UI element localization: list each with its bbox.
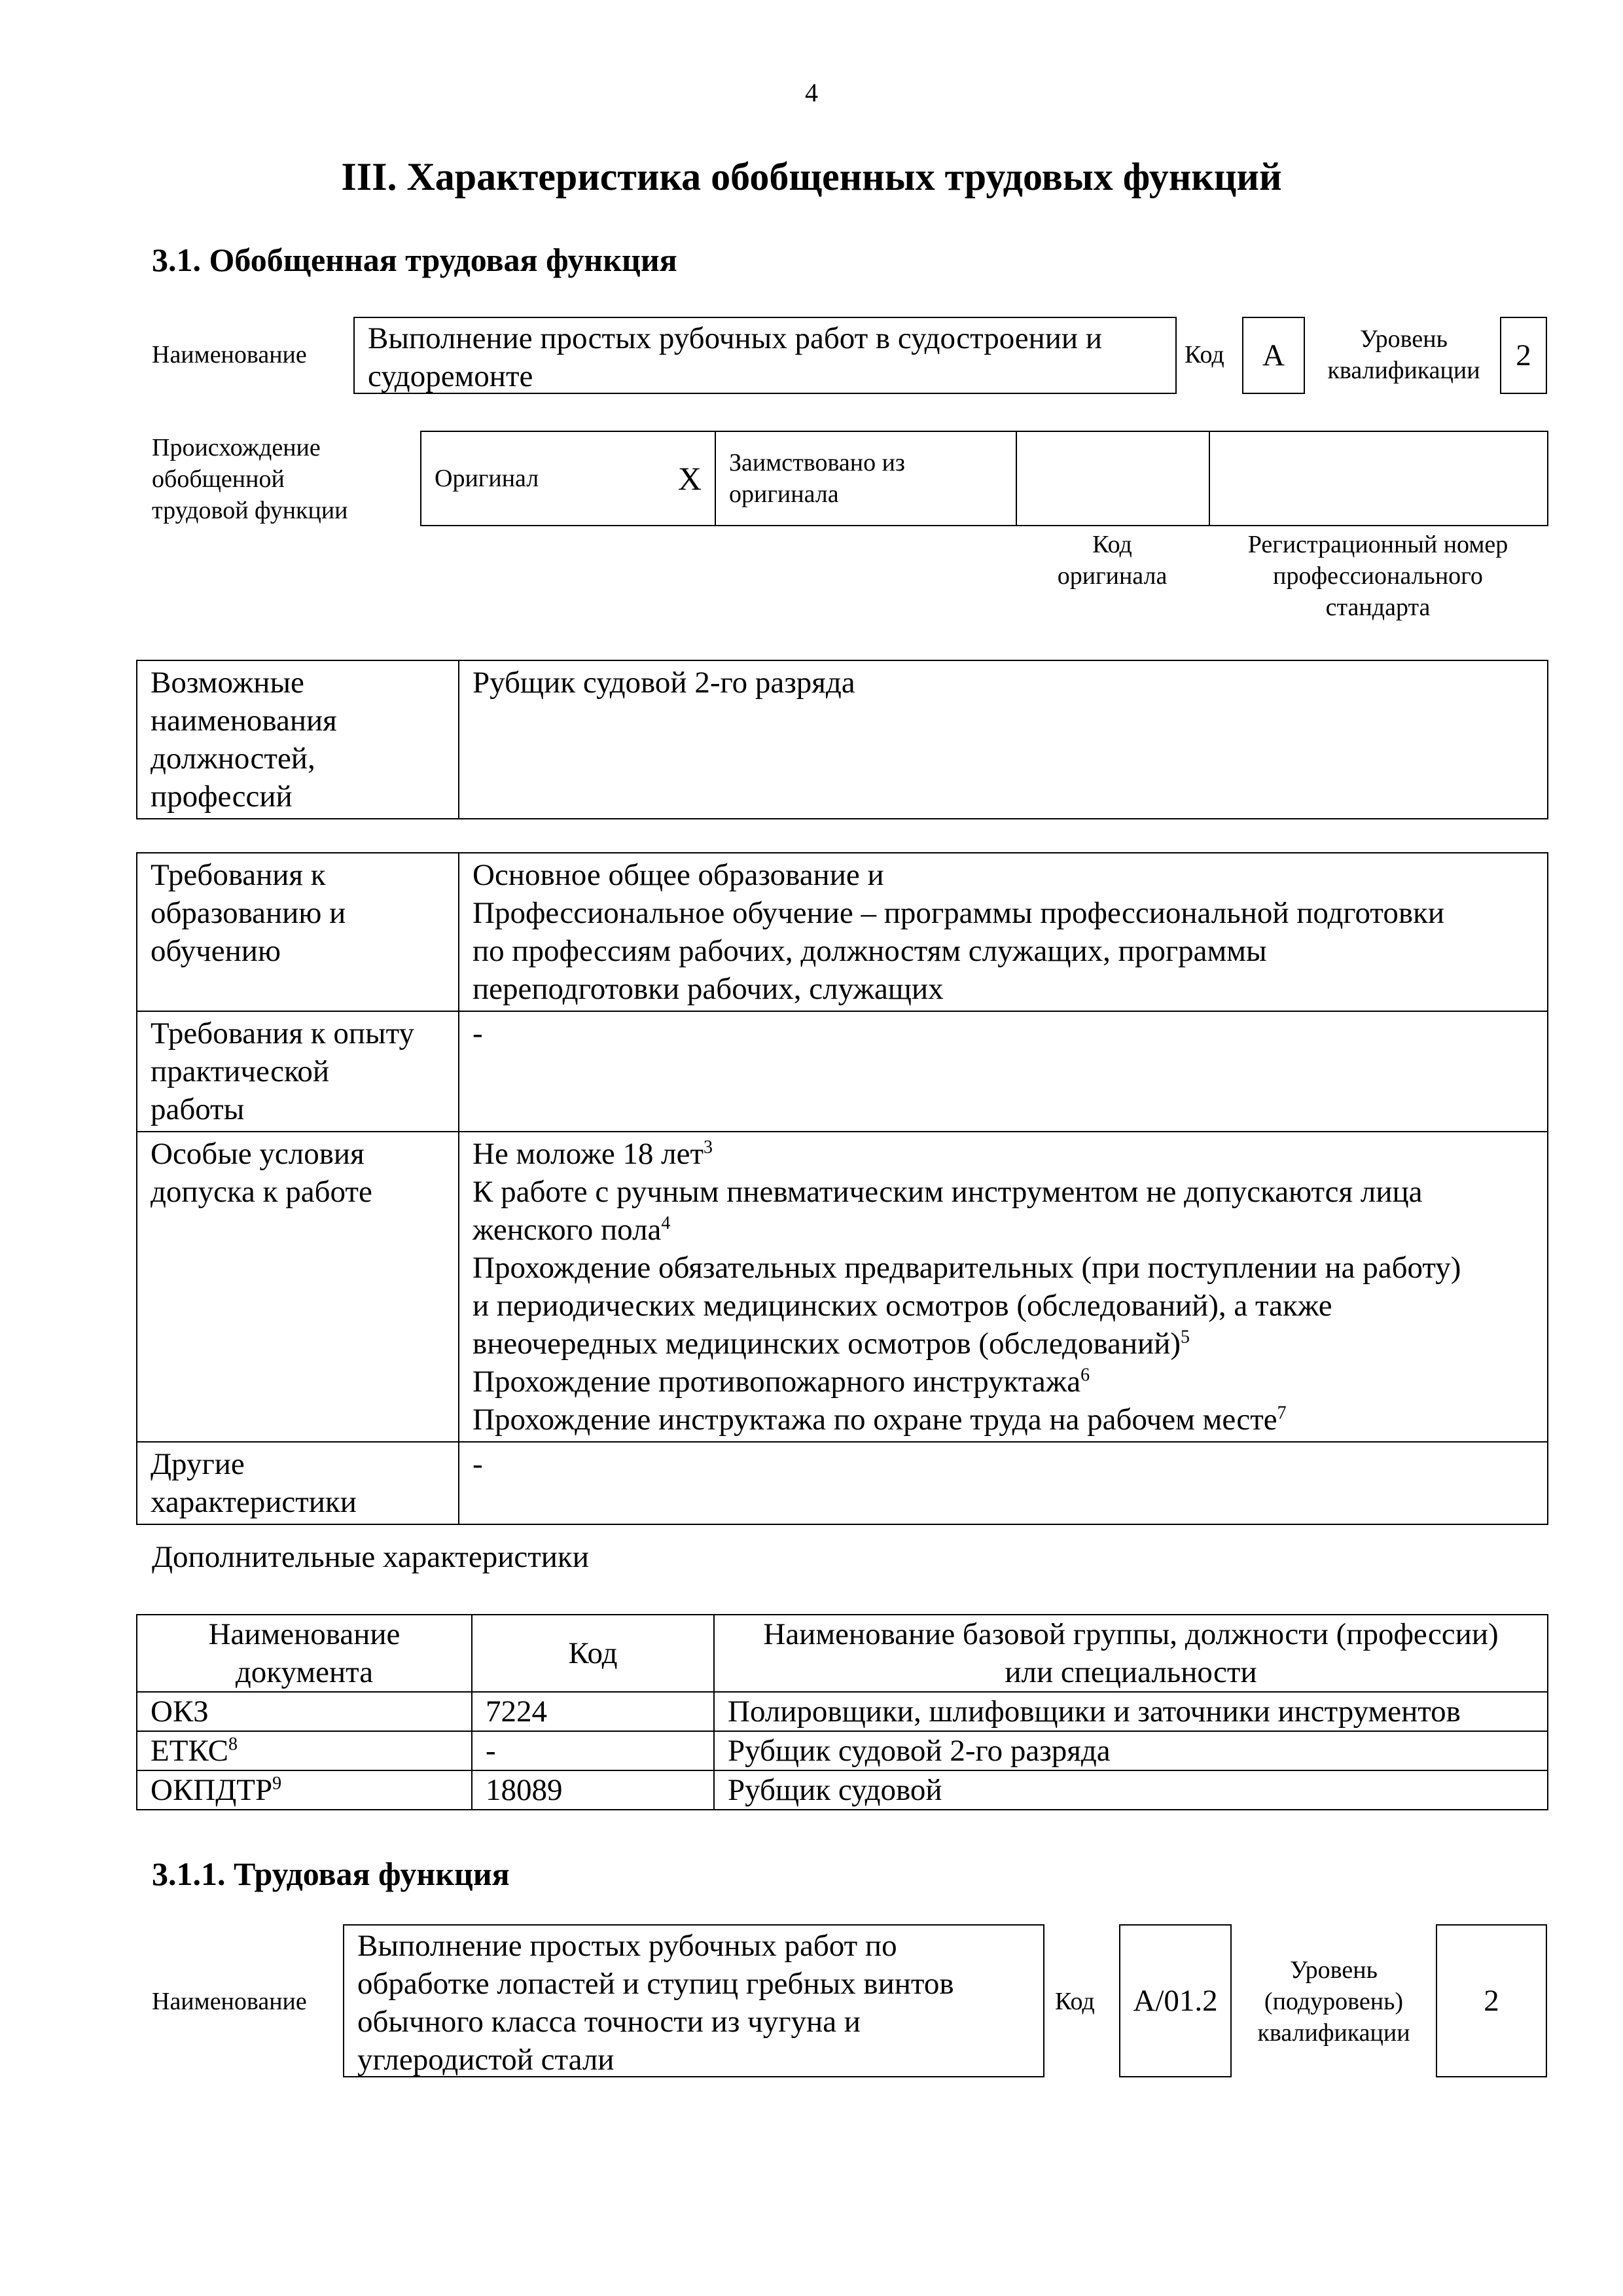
gtf-origin-label: Происхождение обобщенной трудовой функции: [152, 434, 348, 524]
origin-table: [420, 431, 1548, 526]
tf-code-value: A/01.2: [1133, 1984, 1218, 2018]
experience-value: -: [459, 1011, 1548, 1132]
education-value: Основное общее образование и Профессиональное обучение – программы профессиональной подготовки по профессиям рабочих, должностям служащих, программы переподготовки рабочих, служащих: [459, 853, 1548, 1011]
table-row: [137, 1011, 1548, 1132]
other-value: -: [459, 1442, 1548, 1524]
row-code: -: [472, 1731, 714, 1770]
table-row: [137, 853, 1548, 1011]
row-doc: ОКЗ: [137, 1692, 472, 1731]
row-name: Рубщик судовой 2-го разряда: [714, 1731, 1548, 1770]
additional-heading: Дополнительные характеристики: [152, 1540, 589, 1574]
tf-level-box: [1436, 1924, 1547, 2077]
conditions-label: Особые условия допуска к работе: [137, 1132, 459, 1442]
original-cell: Оригинал X: [421, 431, 715, 526]
section-title: III. Характеристика обобщенных трудовых функций: [341, 155, 1282, 198]
table-row: [137, 1132, 1548, 1442]
tf-name-label: Наименование: [152, 1988, 307, 2015]
col-header-doc: Наименование документа: [137, 1615, 472, 1692]
row-name: Полировщики, шлифовщики и заточники инструментов: [714, 1692, 1548, 1731]
original-code-cell: [1016, 431, 1209, 526]
borrowed-cell: Заимствовано из оригинала: [715, 431, 1016, 526]
tf-level-label: Уровень (подуровень) квалификации: [1257, 1956, 1410, 2047]
gtf-level-box: [1500, 317, 1547, 394]
table-row: [137, 1770, 1548, 1810]
table-row: [137, 1731, 1548, 1770]
reg-number-caption: Регистрационный номер профессионального стандарта: [1247, 531, 1508, 621]
tf-level-value: 2: [1484, 1984, 1499, 2018]
page-number: 4: [805, 78, 818, 107]
positions-table: [136, 660, 1548, 819]
gtf-code-label: Код: [1185, 341, 1224, 368]
gtf-name-value: Выполнение простых рубочных работ в судостроении и судоремонте: [368, 321, 1102, 393]
requirements-table: [136, 852, 1548, 1525]
gtf-name-box: [353, 317, 1177, 394]
original-mark: X: [677, 460, 702, 497]
row-name: Рубщик судовой: [714, 1770, 1548, 1810]
positions-label: Возможные наименования должностей, профессий: [137, 660, 459, 819]
col-header-code: Код: [472, 1615, 714, 1692]
registration-number-cell: [1209, 431, 1548, 526]
gtf-heading: 3.1. Обобщенная трудовая функция: [152, 242, 677, 278]
gtf-level-value: 2: [1516, 338, 1531, 372]
tf-code-box: [1119, 1924, 1232, 2077]
positions-value: Рубщик судовой 2-го разряда: [459, 660, 1548, 819]
gtf-name-label: Наименование: [152, 341, 307, 368]
gtf-level-label: Уровень квалификации: [1327, 325, 1480, 384]
col-header-name: Наименование базовой группы, должности (профессии) или специальности: [714, 1615, 1548, 1692]
row-doc: ОКПДТР$^9$: [137, 1770, 472, 1810]
other-label: Другие характеристики: [137, 1442, 459, 1524]
tf-name-box: Выполнение простых рубочных работ по обработке лопастей и ступиц гребных винтов обычного класса точности из чугуна и углеродистой стали: [343, 1924, 1044, 2077]
table-header-row: [137, 1615, 1548, 1692]
table-row: [137, 1442, 1548, 1524]
conditions-value: Не моложе 18 лет$^3$ К работе с ручным пневматическим инструментом не допускаются лица женского пола$^4$ Прохождение обязательных предварительных (при поступлении на работу) и периодических медицинских осмотров (обследований), а также внеочередных медицинских осмотров (обследований)$^5$ Прохождение противопожарного инструктажа$^6$ Прохождение инструктажа по охране труда на рабочем месте$^7$: [459, 1132, 1548, 1442]
tf-code-label: Код: [1055, 1988, 1095, 2015]
table-row: [137, 1692, 1548, 1731]
tf-heading: 3.1.1. Трудовая функция: [152, 1856, 510, 1892]
gtf-code-value: А: [1262, 338, 1285, 372]
additional-table: [136, 1614, 1548, 1810]
row-code: 7224: [472, 1692, 714, 1731]
orig-code-caption: Код оригинала: [1057, 531, 1168, 590]
education-label: Требования к образованию и обучению: [137, 853, 459, 1011]
experience-label: Требования к опыту практической работы: [137, 1011, 459, 1132]
row-code: 18089: [472, 1770, 714, 1810]
row-doc: ЕТКС$^8$: [137, 1731, 472, 1770]
gtf-code-box: [1242, 317, 1305, 394]
